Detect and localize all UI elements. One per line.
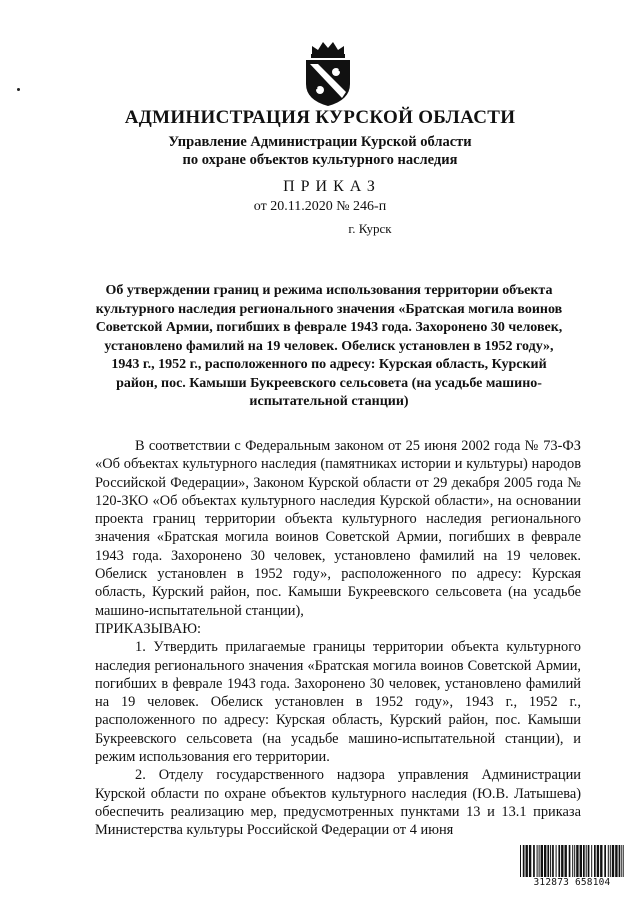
coat-of-arms-icon bbox=[296, 40, 360, 108]
order-date-number: от 20.11.2020 № 246-п bbox=[253, 199, 387, 214]
order-item-2: 2. Отделу государственного надзора управления Администрации Курской области по охране объектов культурного наследия (Ю.В. Латышева) обеспечить реализацию мер, предусмотренных пунктами 13 и 13.1 приказа Министерства культуры Российской Федерации от 4 июня bbox=[95, 767, 581, 839]
barcode bbox=[520, 845, 624, 889]
preamble-paragraph: В соответствии с Федеральным законом от 25 июня 2002 года № 73-ФЗ «Об объектах культурного наследия (памятниках истории и культуры) народов Российской Федерации», Законом Курской области от 29 декабря 2005 года № 120-ЗКО «Об объектах культурного наследия Курской области», на основании проекта границ территории объекта культурного наследия регионального значения «Братская могила воинов Советской Армии, погибших в феврале 1943 года. Захоронено 30 человек, установлено фамилий на 19 человек. Обелиск установлен в 1952 году», расположенного по адресу: Курская область, Курский район, пос. Камыши Букреевского сельсовета (на усадьбе машино-испытательной станции), bbox=[95, 438, 581, 619]
barcode-bars bbox=[520, 845, 624, 877]
order-body bbox=[95, 437, 581, 840]
city: г. Курск bbox=[348, 221, 392, 236]
department-line-2: по охране объектов культурного наследия bbox=[182, 152, 458, 168]
command-word: ПРИКАЗЫВАЮ: bbox=[95, 620, 202, 637]
order-title: Об утверждении границ и режима использования территории объекта культурного наследия регионального значения «Братская могила воинов Советской Армии, погибших в феврале 1943 года. Захоронено 30 человек, установлено фамилий на 19 человек. Обелиск установлен в 1952 году», 1943 г., 1952 г., расположенного по адресу: Курская область, Курский район, пос. Камыши Букреевского сельсовета (на усадьбе машино-испытательной станции) bbox=[95, 283, 563, 409]
department-line-1: Управление Администрации Курской области bbox=[168, 134, 472, 150]
document-type: ПРИКАЗ bbox=[283, 178, 381, 195]
scan-speck bbox=[17, 88, 20, 91]
order-item-1: 1. Утвердить прилагаемые границы территории объекта культурного наследия регионального значения «Братская могила воинов Советской Армии, погибших в феврале 1943 года. Захоронено 30 человек, установлено фамилий на 19 человек. Обелиск установлен в 1952 году», 1943 г., 1952 г., расположенного по адресу: Курская область, Курский район, пос. Камыши Букреевского сельсовета (на усадьбе машино-испытательной станции), и режим использования его территории. bbox=[95, 639, 581, 766]
organization-name: АДМИНИСТРАЦИЯ КУРСКОЙ ОБЛАСТИ bbox=[124, 107, 516, 128]
barcode-number: 312873 658104 bbox=[533, 877, 611, 888]
